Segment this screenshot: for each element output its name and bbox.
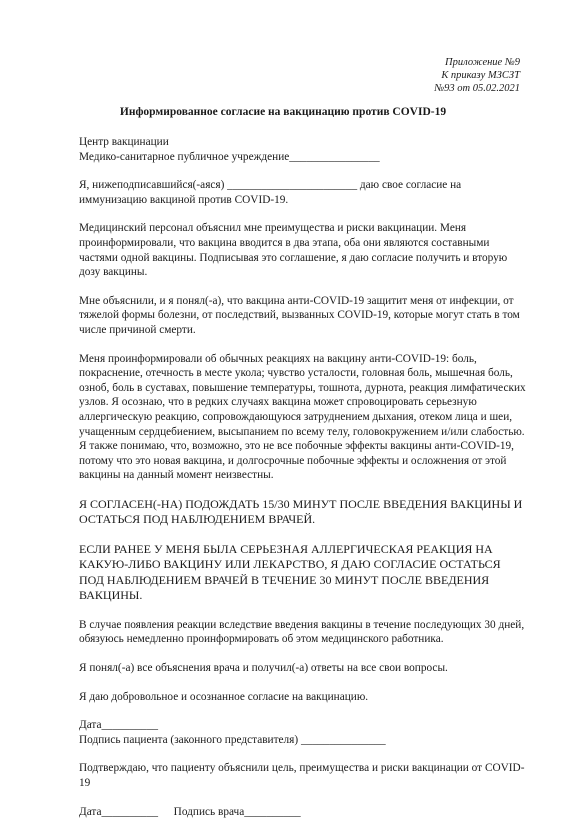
- paragraph-allergy-observation: ЕСЛИ РАНЕЕ У МЕНЯ БЫЛА СЕРЬЕЗНАЯ АЛЛЕРГИЧЕСКАЯ РЕАКЦИЯ НА КАКУЮ-ЛИБО ВАКЦИНУ ИЛИ ЛЕКАРСТВО, Я ДАЮ СОГЛАСИЕ ОСТАТЬСЯ ПОД НАБЛЮДЕНИЕМ ВРАЧЕЙ В ТЕЧЕНИЕ 30 МИНУТ ПОСЛЕ ВВЕДЕНИЯ ВАКЦИНЫ.: [79, 541, 501, 603]
- document-body: [79, 135, 527, 833]
- annex-number: Приложение №9: [445, 57, 520, 68]
- patient-signature-field: Подпись пациента (законного представителя) _______________: [79, 733, 386, 746]
- annex-order: К приказу МЗСЗТ: [441, 70, 520, 81]
- paragraph-staff-explained: Медицинский персонал объяснил мне преимущества и риски вакцинации. Меня проинформировали, что вакцина вводится в два этапа, оба они являются составными частями одной вакцины. Подписывая это соглашение, я даю согласие получить и вторую дозу вакцины.: [79, 222, 508, 279]
- paragraph-observation-wait: Я СОГЛАСЕН(-НА) ПОДОЖДАТЬ 15/30 МИНУТ ПОСЛЕ ВВЕДЕНИЯ ВАКЦИНЫ И ОСТАТЬСЯ ПОД НАБЛЮДЕНИЕМ ВРАЧЕЙ.: [79, 496, 523, 527]
- doctor-signature-field: Подпись врача__________: [173, 805, 301, 818]
- paragraph-reactions: Меня проинформировали об обычных реакциях на вакцину анти-COVID-19: боль, покраснение, отечность в месте укола; чувство усталости, головная боль, мышечная боль, озноб, боль в суставах, повышение температуры, тошнота, дурнота, реакция лимфатических узлов. Я осознаю, что в редких случаях вакцина может спровоцировать серьезную аллергическую реакцию, сопровождающуюся затруднением дыхания, отеком лица и шеи, учащенным сердцебиением, высыпанием по всему телу, головокружением и/или слабостью. Я также понимаю, что, возможно, это не все побочные эффекты вакцины анти-COVID-19, потому что это новая вакцина, и долгосрочные побочные эффекты и осложнения от этой вакцины на данный момент неизвестны.: [79, 352, 526, 482]
- paragraph-voluntary-consent: Я даю добровольное и осознанное согласие на вакцинацию.: [79, 690, 369, 703]
- doctor-signature-block: [79, 805, 527, 820]
- document-title: Информированное согласие на вакцинацию против COVID-19: [119, 106, 447, 118]
- paragraph-notify-reactions: В случае появления реакции вследствие введения вакцины в течение последующих 30 дней, обязуюсь немедленно проинформировать об этом медицинского работника.: [79, 618, 525, 646]
- vaccination-center: [79, 135, 527, 164]
- annex-reference: [434, 56, 520, 95]
- consent-intro: Я, нижеподписавшийся(-аяся) _______________________ даю свое согласие на иммунизацию вакциной против COVID-19.: [79, 179, 462, 206]
- annex-order-date: №93 от 05.02.2021: [434, 83, 520, 94]
- center-label: Центр вакцинации: [79, 136, 169, 148]
- paragraph-understood: Я понял(-а) все объяснения врача и получил(-а) ответы на все свои вопросы.: [79, 662, 448, 675]
- patient-date-field: Дата__________: [79, 719, 159, 732]
- doctor-date-field: Дата__________: [79, 805, 159, 818]
- paragraph-doctor-confirmation: Подтверждаю, что пациенту объяснили цель, преимущества и риски вакцинации от COVID-19: [79, 762, 525, 790]
- paragraph-vaccine-protection: Мне объяснили, и я понял(-а), что вакцина анти-COVID-19 защитит меня от инфекции, от тяжелой формы болезни, от последствий, вызванных COVID-19, которые могут стать в том числе причиной смерти.: [79, 294, 520, 336]
- institution-field: Медико-санитарное публичное учреждение________________: [79, 150, 380, 163]
- patient-signature-block: [79, 718, 527, 747]
